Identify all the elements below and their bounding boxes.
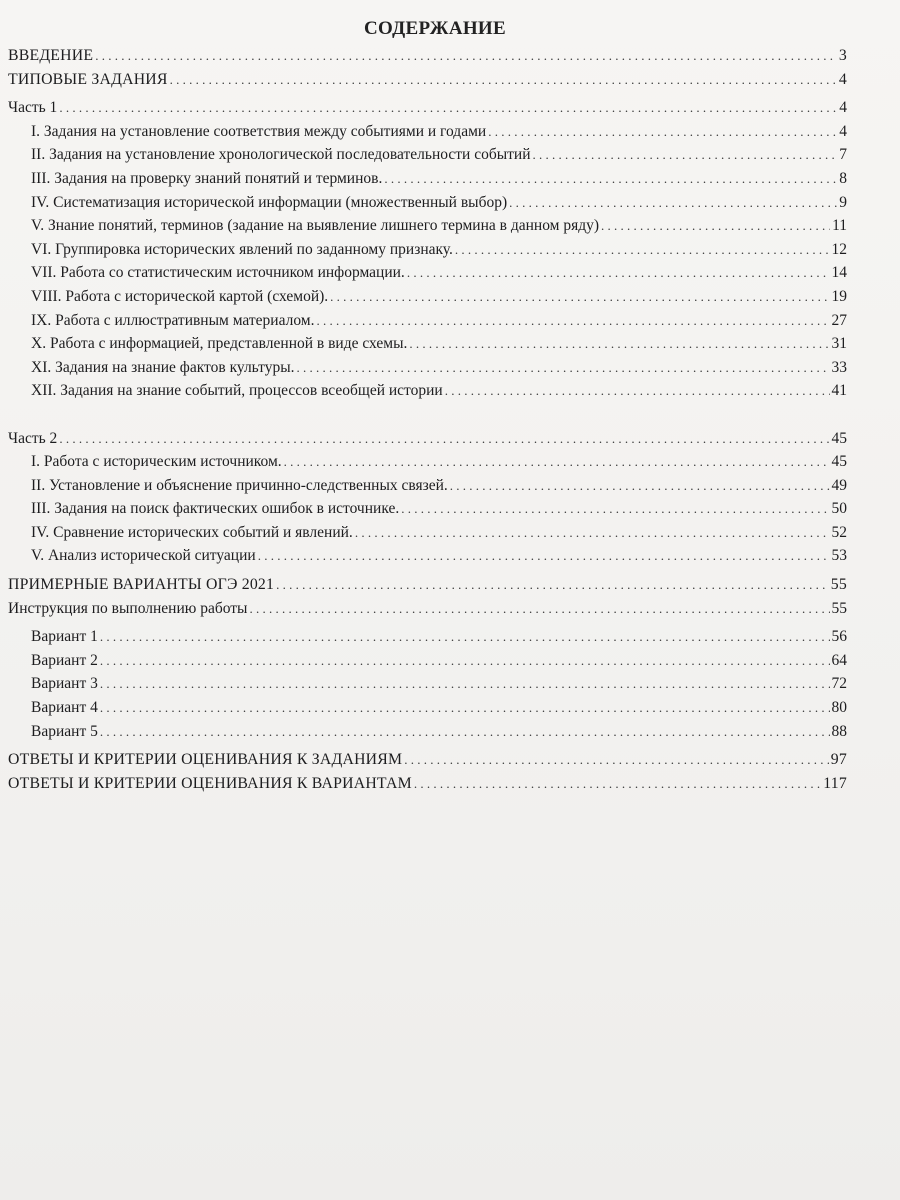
dot-leader — [95, 44, 837, 68]
toc-entry-text: I. Работа с историческим источником. — [31, 453, 282, 471]
dot-leader — [407, 261, 830, 285]
toc-entry-text: IX. Работа с иллюстративным материалом. — [31, 311, 315, 329]
dot-leader — [414, 772, 821, 796]
toc-entry-page: 72 — [831, 675, 847, 693]
toc-entry-text: X. Работа с информацией, представленной в виде схемы. — [31, 335, 408, 353]
toc-entry-page: 14 — [831, 264, 847, 282]
toc-entry-part2-section-3[interactable] — [8, 497, 847, 521]
dot-leader — [455, 238, 830, 262]
toc-entry-part1-section-11[interactable] — [8, 356, 847, 380]
toc-entry-page: 55 — [831, 599, 847, 617]
toc-entry-part1-section-7[interactable] — [8, 261, 847, 285]
toc-entry-text: IV. Сравнение исторических событий и явлений. — [31, 523, 353, 541]
toc-entry-text: Вариант 3 — [31, 675, 98, 693]
dot-leader — [284, 450, 830, 474]
toc-entry-part1-section-12[interactable] — [8, 379, 847, 403]
toc-entry-text: IV. Систематизация исторической информации (множественный выбор) — [31, 193, 508, 211]
dot-leader — [100, 649, 830, 673]
toc-entry-part1-section-1[interactable] — [8, 120, 847, 144]
toc-entry-text: XII. Задания на знание событий, процессов всеобщей истории — [31, 382, 443, 400]
toc-entry-page: 3 — [838, 47, 847, 64]
page-title: СОДЕРЖАНИЕ — [364, 18, 506, 39]
toc-entry-part2-section-1[interactable] — [8, 450, 847, 474]
toc-entry-text: III. Задания на проверку знаний понятий и терминов. — [31, 169, 383, 187]
dot-leader — [404, 748, 829, 772]
toc-entry-page: 117 — [823, 774, 847, 792]
toc-entry-page: 4 — [839, 122, 847, 140]
toc-entry-text: Часть 2 — [8, 429, 58, 447]
toc-entry-part1-section-9[interactable] — [8, 309, 847, 333]
toc-entry-text: VI. Группировка исторических явлений по заданному признаку. — [31, 240, 453, 258]
dot-leader — [601, 214, 830, 238]
toc-entry-page: 45 — [831, 453, 847, 471]
toc-entry-page: 8 — [839, 169, 847, 187]
toc-entry-text: ПРИМЕРНЫЕ ВАРИАНТЫ ОГЭ 2021 — [8, 576, 275, 594]
toc-entry-answers-variants[interactable] — [8, 772, 847, 796]
toc-entry-page: 19 — [831, 287, 847, 305]
table-of-contents — [8, 44, 847, 795]
toc-entry-text: II. Установление и объяснение причинно-следственных связей. — [31, 476, 448, 494]
toc-entry-part2-section-4[interactable] — [8, 521, 847, 545]
toc-entry-part1-section-8[interactable] — [8, 285, 847, 309]
dot-leader — [59, 427, 829, 451]
toc-entry-text: ТИПОВЫЕ ЗАДАНИЯ — [8, 70, 168, 88]
toc-entry-page: 31 — [831, 335, 847, 353]
toc-entry-part2-section-2[interactable] — [8, 474, 847, 498]
toc-entry-text: VIII. Работа с исторической картой (схемой). — [31, 287, 329, 305]
toc-entry-text: V. Анализ исторической ситуации — [31, 547, 256, 565]
dot-leader — [59, 96, 837, 120]
toc-entry-part2-section-5[interactable] — [8, 544, 847, 568]
dot-leader — [445, 379, 830, 403]
dot-leader — [258, 544, 830, 568]
toc-entry-page: 33 — [831, 358, 847, 376]
toc-entry-part1-section-2[interactable] — [8, 143, 847, 167]
dot-leader — [355, 521, 830, 545]
toc-entry-introduction[interactable] — [8, 44, 847, 68]
dot-leader — [100, 672, 830, 696]
toc-entry-part1-section-4[interactable] — [8, 191, 847, 215]
toc-entry-page: 12 — [831, 240, 847, 258]
toc-entry-part1-section-3[interactable] — [8, 167, 847, 191]
toc-entry-page: 56 — [831, 628, 847, 646]
toc-entry-part1-section-10[interactable] — [8, 332, 847, 356]
toc-entry-text: II. Задания на установление хронологической последовательности событий — [31, 146, 531, 164]
toc-entry-text: V. Знание понятий, терминов (задание на выявление лишнего термина в данном ряду) — [31, 217, 600, 235]
toc-entry-text: XI. Задания на знание фактов культуры. — [31, 358, 295, 376]
dot-leader — [488, 120, 837, 144]
toc-entry-part1-section-6[interactable] — [8, 238, 847, 262]
toc-entry-text: I. Задания на установление соответствия между событиями и годами — [31, 122, 487, 140]
toc-entry-text: Часть 1 — [8, 99, 58, 117]
toc-entry-text: Вариант 2 — [31, 651, 98, 669]
toc-entry-text: VII. Работа со статистическим источником информации. — [31, 264, 405, 282]
toc-entry-answers-tasks[interactable] — [8, 748, 847, 772]
dot-leader — [330, 285, 829, 309]
dot-leader — [316, 309, 829, 333]
dot-leader — [100, 696, 830, 720]
toc-entry-variant-1[interactable] — [8, 625, 847, 649]
dot-leader — [450, 474, 830, 498]
toc-entry-page: 97 — [830, 751, 847, 769]
toc-entry-page: 27 — [831, 311, 847, 329]
toc-entry-text: Вариант 5 — [31, 722, 98, 740]
dot-leader — [100, 625, 830, 649]
toc-entry-part-2[interactable] — [8, 427, 847, 451]
toc-entry-page: 64 — [831, 651, 847, 669]
toc-entry-text: Вариант 1 — [31, 628, 98, 646]
dot-leader — [533, 143, 838, 167]
dot-leader — [249, 597, 829, 621]
toc-entry-page: 52 — [831, 523, 847, 541]
dot-leader — [401, 497, 829, 521]
toc-entry-variant-5[interactable] — [8, 720, 847, 744]
dot-leader — [509, 191, 837, 215]
toc-entry-typical-tasks[interactable] — [8, 68, 847, 92]
toc-entry-page: 4 — [839, 99, 847, 117]
toc-entry-page: 11 — [832, 217, 847, 235]
toc-entry-sample-variants[interactable] — [8, 573, 847, 597]
dot-leader — [297, 356, 830, 380]
toc-entry-page: 50 — [831, 500, 847, 518]
toc-entry-text: Инструкция по выполнению работы — [8, 599, 248, 617]
toc-entry-page: 49 — [831, 476, 847, 494]
dot-leader — [384, 167, 837, 191]
toc-entry-part1-section-5[interactable] — [8, 214, 847, 238]
dot-leader — [276, 573, 829, 597]
toc-entry-page: 4 — [838, 70, 847, 88]
toc-entry-text: ВВЕДЕНИЕ — [8, 47, 94, 64]
toc-entry-instructions[interactable] — [8, 597, 847, 621]
toc-entry-text: ОТВЕТЫ И КРИТЕРИИ ОЦЕНИВАНИЯ К ВАРИАНТАМ — [8, 774, 412, 792]
toc-entry-part-1[interactable] — [8, 96, 847, 120]
toc-entry-text: Вариант 4 — [31, 699, 98, 717]
toc-entry-variant-4[interactable] — [8, 696, 847, 720]
toc-entry-page: 45 — [831, 429, 847, 447]
toc-entry-page: 80 — [831, 699, 847, 717]
dot-leader — [409, 332, 829, 356]
toc-entry-page: 9 — [839, 193, 847, 211]
dot-leader — [170, 68, 837, 92]
dot-leader — [100, 720, 830, 744]
toc-entry-page: 53 — [831, 547, 847, 565]
toc-entry-page: 88 — [831, 722, 847, 740]
toc-entry-page: 7 — [839, 146, 847, 164]
toc-entry-page: 41 — [831, 382, 847, 400]
toc-entry-text: III. Задания на поиск фактических ошибок в источнике. — [31, 500, 400, 518]
toc-entry-variant-3[interactable] — [8, 672, 847, 696]
toc-entry-variant-2[interactable] — [8, 649, 847, 673]
toc-entry-text: ОТВЕТЫ И КРИТЕРИИ ОЦЕНИВАНИЯ К ЗАДАНИЯМ — [8, 751, 403, 769]
toc-entry-page: 55 — [830, 576, 847, 594]
